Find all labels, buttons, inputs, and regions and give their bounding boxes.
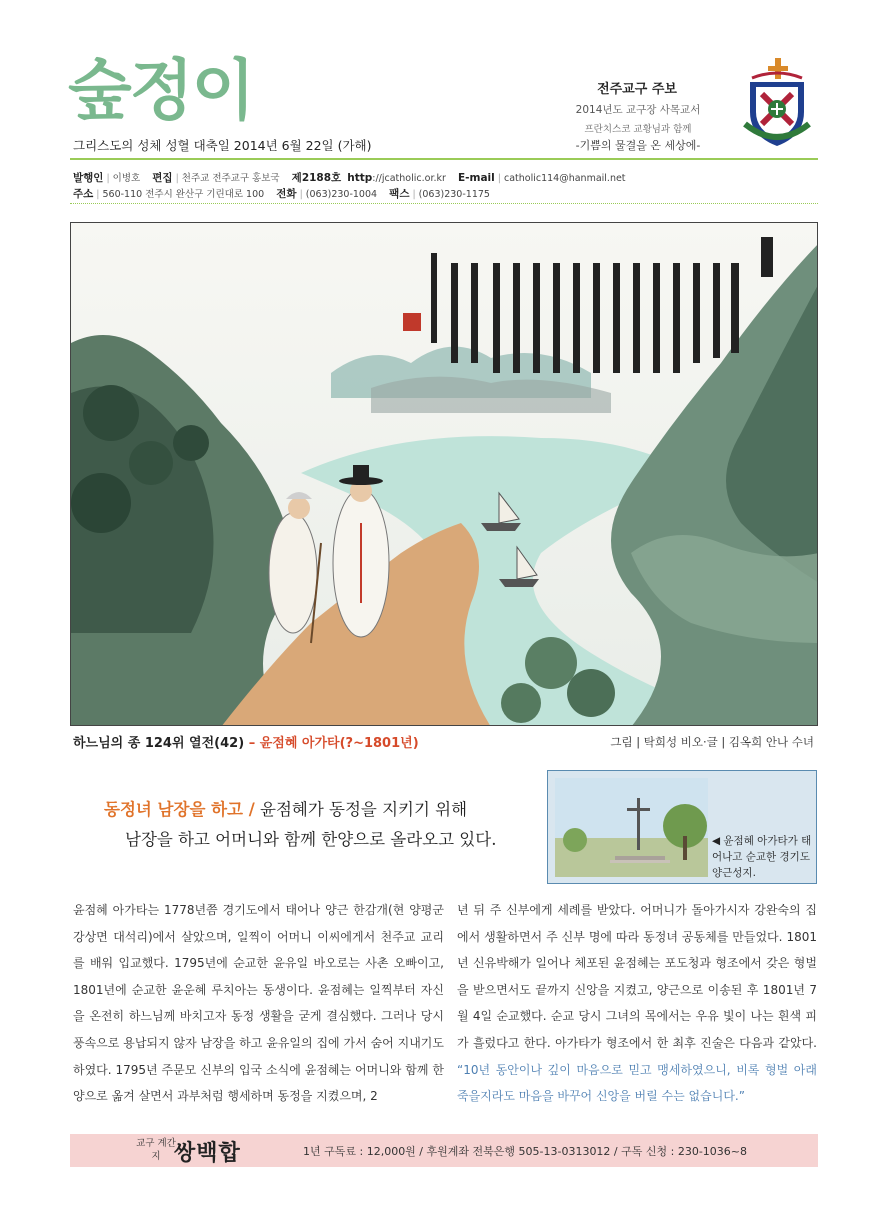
publisher-label: 발행인 (73, 172, 104, 184)
address-value: 560-110 전주시 완산구 기린대로 100 (102, 189, 265, 200)
body-right-text: 년 뒤 주 신부에게 세례를 받았다. 어머니가 돌아가시자 강완숙의 집에서 생활하면서 주 신부 명에 따라 동정녀 공동체를 만들었다. 1801년 신유박해가 일어나 체포된 윤점혜는 포도청과 형조에서 갖은 형벌을 받으면서도 끝까지 신앙을 지켰고, 양근으로 이송된 후 1801년 7월 4일 순교했다. 순교 당시 그녀의 목에서는 우유 빛이 나는 흰색 피가 흘렀다고 한다. 아가타가 형조에서 한 최후 진술은 다음과 같았다. (457, 903, 817, 1050)
body-column-left: 윤점혜 아가타는 1778년쯤 경기도에서 태어나 양근 한감개(현 양평군 강상면 대석리)에서 살았으며, 일찍이 어머니 이씨에게서 천주교 교리를 배워 입교했다. 1795년에 순교한 윤유일 바오로는 사촌 오빠이고, 1801년에 순교한 윤운혜 루치아는 동생이다. 윤점혜는 일찍부터 자신을 온전히 하느님께 바치고자 동정 생활을 굳게 결심했다. 그러나 당시 풍속으로 용납되지 않자 남장을 하고 윤유일의 집에 가서 숨어 지내기도 하였다. 1795년 주문모 신부의 입국 소식에 윤점혜는 어머니와 함께 한양으로 옮겨 살면서 과부처럼 행세하며 동정을 지켰으며, 2 (73, 903, 444, 1104)
footer-banner (70, 1134, 818, 1167)
subtitle-lead: 동정녀 남장을 하고 / (104, 800, 255, 819)
masthead-logo (68, 52, 308, 130)
photo-caption: ◀ 윤점혜 아가타가 태어나고 순교한 경기도 양근성지. (712, 835, 812, 879)
bulletin-name: 전주교구 주보 (597, 82, 677, 97)
publisher-name: 이병호 (112, 173, 141, 184)
address-label: 주소 (73, 188, 94, 200)
issue-line: 그리스도의 성체 성혈 대축일 2014년 6월 22일 (가해) (73, 138, 372, 153)
final-testimony-quote: “10년 동안이나 깊이 마음으로 믿고 맹세하였으니, 비록 형벌 아래 죽을지라도 마음을 바꾸어 신앙을 버릴 수는 없습니다.” (457, 1062, 817, 1104)
painting-caption (73, 732, 419, 751)
phone-value: (063)230-1004 (305, 189, 378, 200)
editor-name: 천주교 전주교구 홍보국 (181, 173, 280, 184)
header-rule (70, 158, 818, 160)
masthead-title: 숲정이 (68, 52, 254, 129)
ink-painting (70, 222, 818, 726)
contact-info-row: 주소 | 560-110 전주시 완산구 기린대로 100 전화 | (063)230-1004 팩스 | (063)230-1175 (73, 188, 490, 200)
series-label: 하느님의 종 124위 열전(42) (73, 736, 245, 751)
subtitle-line2: 남장을 하고 어머니와 함께 한양으로 올라오고 있다. (125, 830, 497, 849)
info-rule (70, 203, 818, 204)
diocese-coat-of-arms-icon (742, 54, 812, 150)
editor-label: 편집 (152, 172, 173, 184)
shrine-photo (555, 778, 708, 877)
fax-value: (063)230-1175 (418, 189, 490, 200)
footer-label: 교구 계간지 (136, 1138, 176, 1162)
website-link[interactable]: ://jcatholic.or.kr (372, 173, 446, 184)
fax-label: 팩스 (389, 188, 410, 200)
subscription-info: 1년 구독료 : 12,000원 / 후원계좌 전북은행 505-13-0313012 / 구독 신청 : 230-1036~8 (303, 1145, 748, 1158)
photo-box (547, 770, 817, 884)
article-title: – 윤점혜 아가타(?~1801년) (248, 736, 419, 751)
publication-info-row: 발행인 | 이병호 편집 | 천주교 전주교구 홍보국 제2188호 http://jcatholic.or.kr E-mail | catholic114@hanmail.net (73, 172, 626, 184)
email-link[interactable]: catholic114@hanmail.net (503, 173, 626, 184)
subtitle-line1 (104, 796, 467, 820)
email-label: E-mail (458, 172, 495, 184)
body-column-right (457, 897, 817, 1110)
pastoral-letter-motto: -기쁨의 물결을 온 세상에- (575, 139, 701, 152)
pastoral-letter-title: 2014년도 교구장 사목교서 (575, 104, 701, 116)
subtitle-line1-text: 윤점혜가 동정을 지키기 위해 (254, 800, 468, 819)
painting-credit: 그림 | 탁희성 비오·글 | 김옥희 안나 수녀 (610, 735, 814, 749)
url-label: http (347, 172, 373, 184)
pastoral-letter-subtitle: 프란치스코 교황님과 함께 (584, 124, 692, 135)
footer-logo: 쌍백합 (174, 1141, 241, 1166)
phone-label: 전화 (276, 188, 297, 200)
issue-number: 제2188호 (291, 172, 342, 184)
